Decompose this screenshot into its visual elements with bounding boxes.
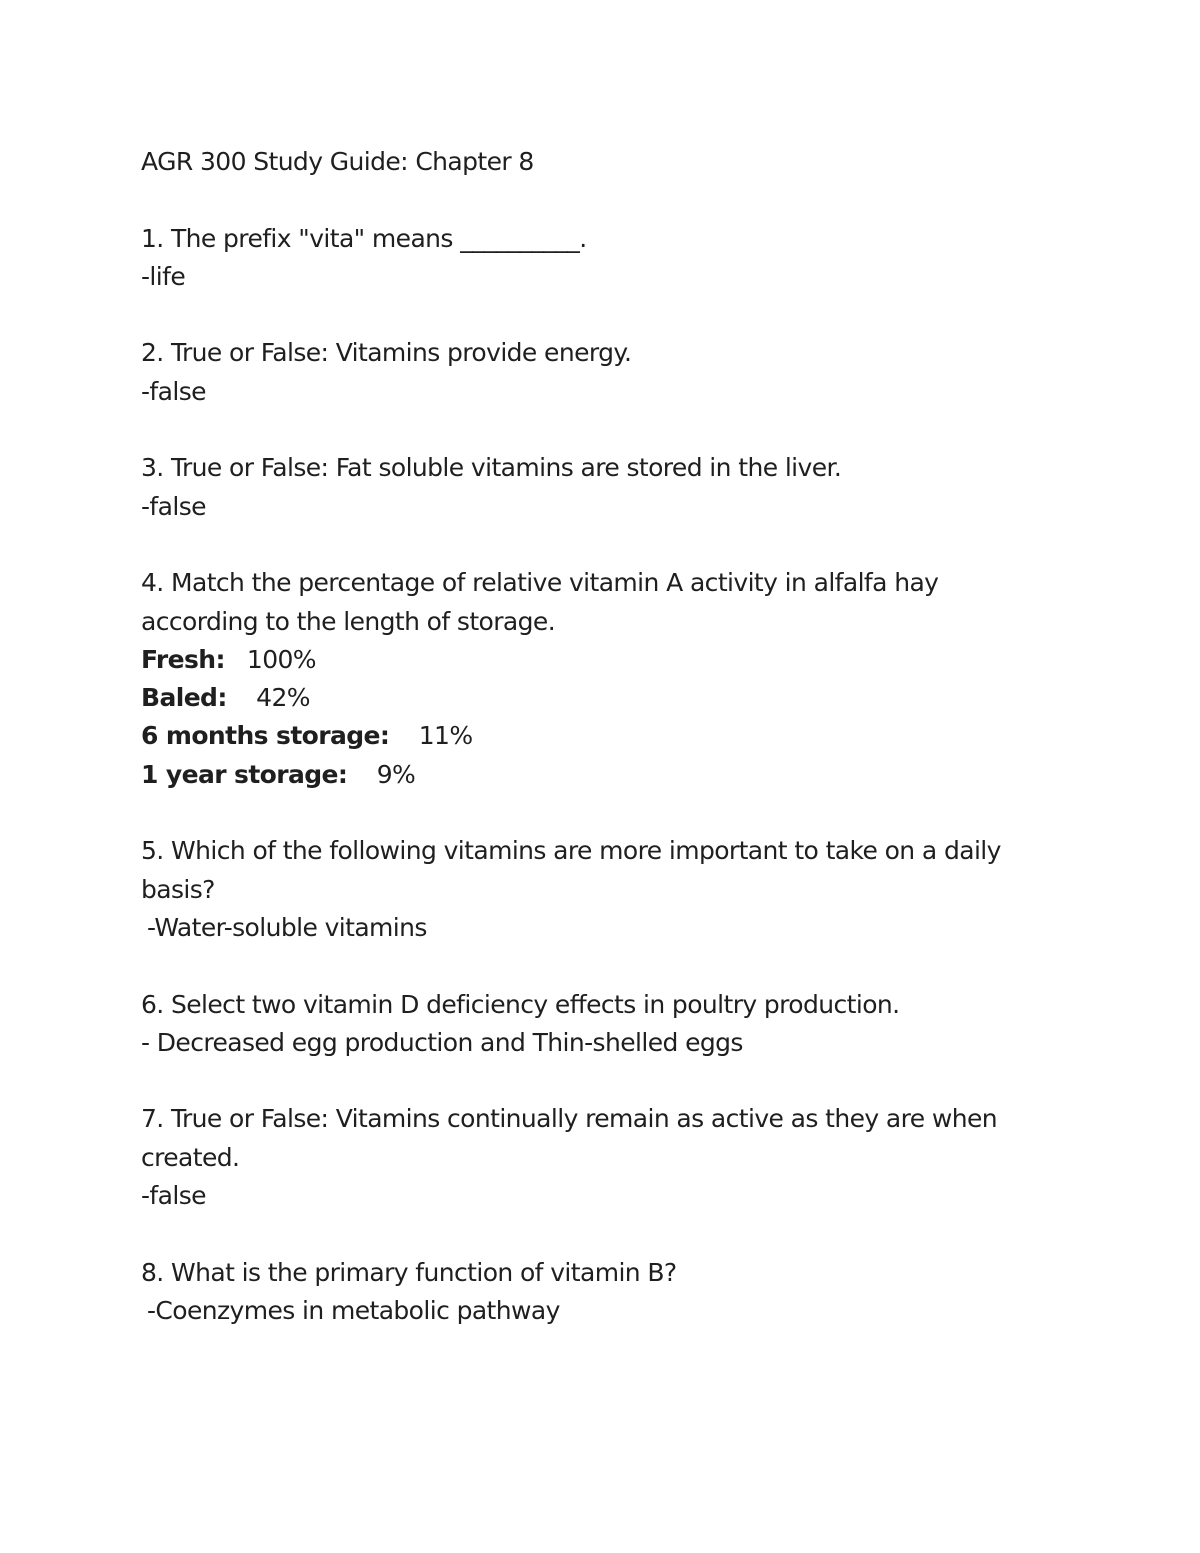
spacer [141,526,1081,564]
answer-2: -false [141,376,206,406]
question-7-line-2: created. [141,1142,240,1172]
match-value: 42% [256,683,310,713]
spacer [141,1215,1081,1253]
match-label: Baled: [141,683,227,713]
spacer [141,794,1081,832]
question-5-line-1: 5. Which of the following vitamins are more important to take on a daily [141,836,1001,866]
question-3: 3. True or False: Fat soluble vitamins are stored in the liver. [141,453,842,483]
match-value: 100% [246,644,316,674]
document-body [141,143,1081,1330]
spacer [141,947,1081,985]
spacer [141,411,1081,449]
question-1: 1. The prefix "vita" means __________. [141,223,587,253]
match-value: 9% [376,759,416,789]
match-label: 1 year storage: [141,759,348,789]
match-row-fresh [141,641,1081,679]
spacer [141,296,1081,334]
spacer [141,181,1081,219]
match-row-baled [141,679,1081,717]
match-label: 6 months storage: [141,721,390,751]
question-4-line-1: 4. Match the percentage of relative vitamin A activity in alfalfa hay [141,568,939,598]
question-8: 8. What is the primary function of vitamin B? [141,1257,677,1287]
answer-8: -Coenzymes in metabolic pathway [147,1295,560,1325]
match-label: Fresh: [141,644,225,674]
page-title: AGR 300 Study Guide: Chapter 8 [141,147,534,176]
answer-3: -false [141,491,206,521]
question-5-line-2: basis? [141,874,215,904]
question-6: 6. Select two vitamin D deficiency effects in poultry production. [141,989,900,1019]
match-value: 11% [418,721,473,751]
answer-6: - Decreased egg production and Thin-shelled eggs [141,1027,743,1057]
question-2: 2. True or False: Vitamins provide energy. [141,338,632,368]
answer-7: -false [141,1181,206,1211]
match-row-1-year [141,756,1081,794]
answer-5: -Water-soluble vitamins [147,912,427,942]
question-4-line-2: according to the length of storage. [141,606,556,636]
question-7-line-1: 7. True or False: Vitamins continually remain as active as they are when [141,1104,998,1134]
spacer [141,1062,1081,1100]
answer-1: -life [141,261,186,291]
match-row-6-months [141,717,1081,755]
